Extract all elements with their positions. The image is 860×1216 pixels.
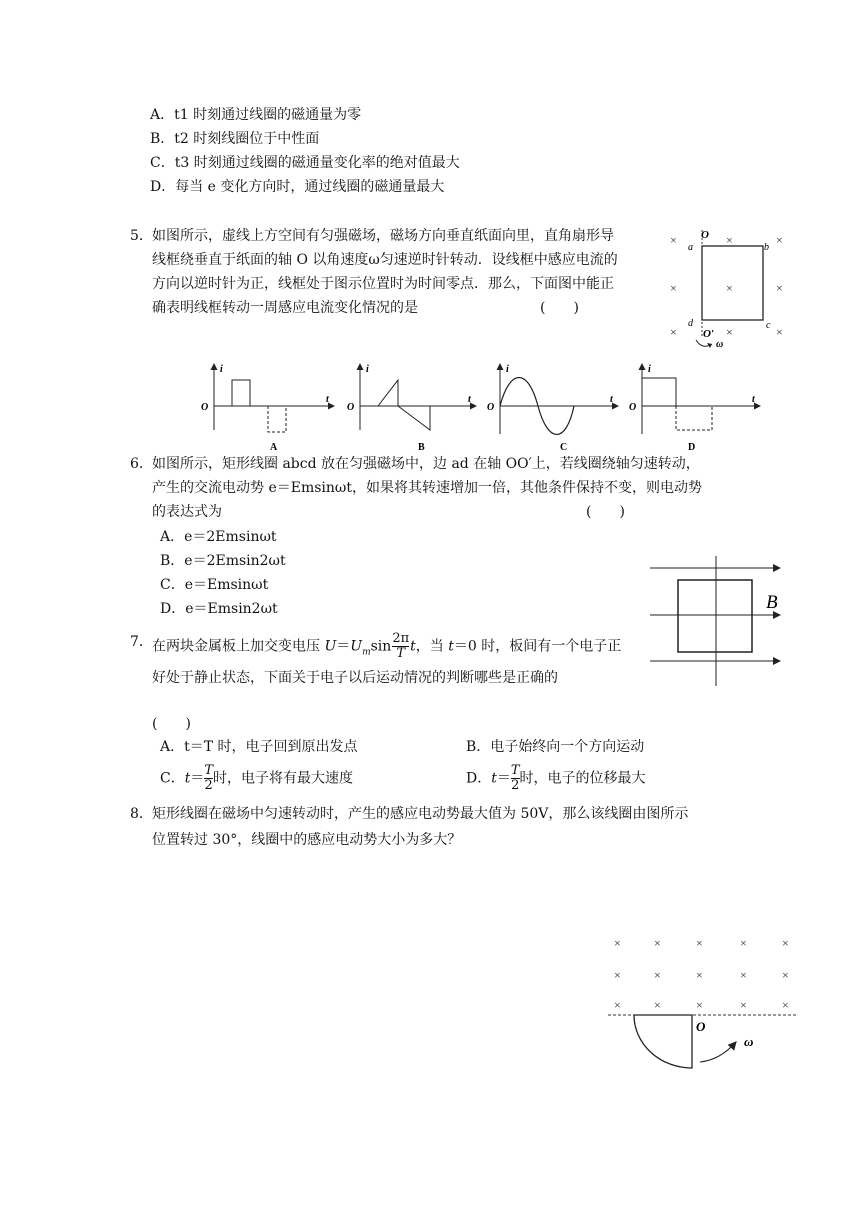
svg-text:×: × — [654, 936, 661, 950]
svg-text:i: i — [220, 364, 223, 375]
q6-number: 6． — [130, 456, 153, 472]
q8-number: 8． — [130, 806, 153, 822]
graph-b — [347, 364, 476, 453]
label-omega: ω — [716, 339, 724, 350]
field-cross: × — [726, 281, 733, 295]
q5-number: 5． — [130, 228, 153, 244]
q6-text-line-3: 的表达式为 — [152, 504, 222, 520]
svg-text:t: t — [752, 394, 755, 405]
svg-text:t: t — [468, 394, 471, 405]
q7-option-c: C．t＝ $\frac{T}{2}$ 时，电子将有最大速度 — [160, 763, 354, 793]
field-cross: × — [726, 233, 733, 247]
sector-frame — [634, 1015, 692, 1068]
svg-text:×: × — [782, 936, 789, 950]
graph-c — [487, 364, 618, 453]
svg-text:O: O — [347, 402, 355, 413]
q7-answer-paren: ( ) — [152, 716, 191, 732]
svg-text:×: × — [782, 968, 789, 982]
q8-text-line-2: 位置转过 30°，线圈中的感应电动势大小为多大？ — [152, 832, 462, 848]
graph-d — [629, 364, 760, 453]
svg-text:i: i — [506, 364, 509, 375]
q5-text-line-1: 如图所示，虚线上方空间有匀强磁场，磁场方向垂直纸面向里，直角扇形导 — [152, 228, 614, 244]
label-o: O — [696, 1019, 706, 1034]
label-d: d — [688, 318, 693, 329]
label-a: a — [688, 242, 693, 253]
graph-a — [201, 364, 334, 453]
coil-frame — [678, 580, 752, 652]
q6-coil-figure — [646, 556, 786, 686]
graph-label-c: C — [560, 442, 568, 453]
field-cross: × — [726, 325, 733, 339]
svg-text:O: O — [629, 402, 637, 413]
field-cross: × — [670, 325, 677, 339]
q6-option-c: C．e＝Emsinωt — [160, 577, 269, 593]
svg-text:×: × — [654, 968, 661, 982]
field-cross: × — [670, 281, 677, 295]
svg-text:×: × — [696, 936, 703, 950]
svg-text:×: × — [614, 998, 621, 1012]
svg-text:i: i — [648, 364, 651, 375]
svg-text:i: i — [366, 364, 369, 375]
q5-text-line-4: 确表明线框转动一周感应电流变化情况的是 — [152, 300, 418, 316]
field-cross: × — [776, 233, 783, 247]
graph-label-d: D — [688, 442, 696, 453]
svg-text:×: × — [614, 936, 621, 950]
q7-text-line-1: 在两块金属板上加交变电压 $U=U_m\sin$ $\frac{2\pi}{T}$ t，当 t＝0 时，板间有一个电子正 — [152, 631, 622, 661]
q4-option-c: C．t3 时刻通过线圈的磁通量变化率的绝对值最大 — [150, 155, 460, 171]
svg-text:t: t — [610, 394, 613, 405]
svg-text:×: × — [696, 968, 703, 982]
q5-square-figure — [660, 222, 792, 352]
q5-text-line-2: 线框绕垂直于纸面的轴 O 以角速度ω匀速逆时针转动．设线框中感应电流的 — [152, 252, 618, 268]
svg-text:×: × — [696, 998, 703, 1012]
graph-label-b: B — [418, 442, 425, 453]
q7-option-a: A．t＝T 时，电子回到原出发点 — [160, 739, 358, 755]
label-o: O — [701, 229, 709, 241]
graph-label-a: A — [270, 442, 278, 453]
q4-option-b: B．t2 时刻线圈位于中性面 — [150, 131, 320, 147]
q6-option-d: D．e＝Emsin2ωt — [160, 601, 278, 617]
q6-text-line-1: 如图所示，矩形线圈 abcd 放在匀强磁场中，边 ad 在轴 OO′上，若线圈绕轴匀速转动， — [152, 456, 700, 472]
q6-option-a: A．e＝2Emsinωt — [160, 529, 277, 545]
svg-text:×: × — [740, 968, 747, 982]
label-c: c — [766, 320, 771, 331]
field-cross: × — [776, 325, 783, 339]
svg-text:×: × — [740, 998, 747, 1012]
q5-text-line-3: 方向以逆时针为正，线框处于图示位置时为时间零点．那么，下面图中能正 — [152, 276, 614, 292]
q5-graphs — [198, 358, 768, 453]
q4-option-a: A．t1 时刻通过线圈的磁通量为零 — [150, 107, 362, 123]
q7-option-d: D．t＝ $\frac{T}{2}$ 时，电子的位移最大 — [466, 763, 646, 793]
q6-answer-paren: ( ) — [586, 504, 625, 520]
label-omega: ω — [744, 1034, 754, 1049]
q6-text-line-2: 产生的交流电动势 e＝Emsinωt，如果将其转速增加一倍，其他条件保持不变，则电动势 — [152, 480, 702, 496]
svg-text:t: t — [326, 394, 329, 405]
q4-option-d: D．每当 e 变化方向时，通过线圈的磁通量最大 — [150, 179, 445, 195]
svg-text:×: × — [740, 936, 747, 950]
field-cross: × — [670, 233, 677, 247]
q6-option-b: B．e＝2Emsin2ωt — [160, 553, 286, 569]
label-o-prime: O′ — [703, 328, 715, 340]
q7-text-line-2: 好处于静止状态，下面关于电子以后运动情况的判断哪些是正确的 — [152, 670, 558, 686]
field-cross: × — [776, 281, 783, 295]
field-label-b: B — [766, 592, 778, 613]
q5-answer-paren: ( ) — [540, 300, 579, 316]
svg-text:×: × — [782, 998, 789, 1012]
q7-option-b: B．电子始终向一个方向运动 — [466, 739, 645, 755]
svg-text:O: O — [201, 402, 209, 413]
label-b: b — [764, 242, 769, 253]
svg-text:×: × — [654, 998, 661, 1012]
svg-text:O: O — [487, 402, 495, 413]
q7-number: 7． — [130, 634, 153, 650]
q8-sector-figure — [604, 930, 800, 1070]
svg-text:×: × — [614, 968, 621, 982]
q8-text-line-1: 矩形线圈在磁场中匀速转动时，产生的感应电动势最大值为 50V，那么该线圈由图所示 — [152, 806, 689, 822]
